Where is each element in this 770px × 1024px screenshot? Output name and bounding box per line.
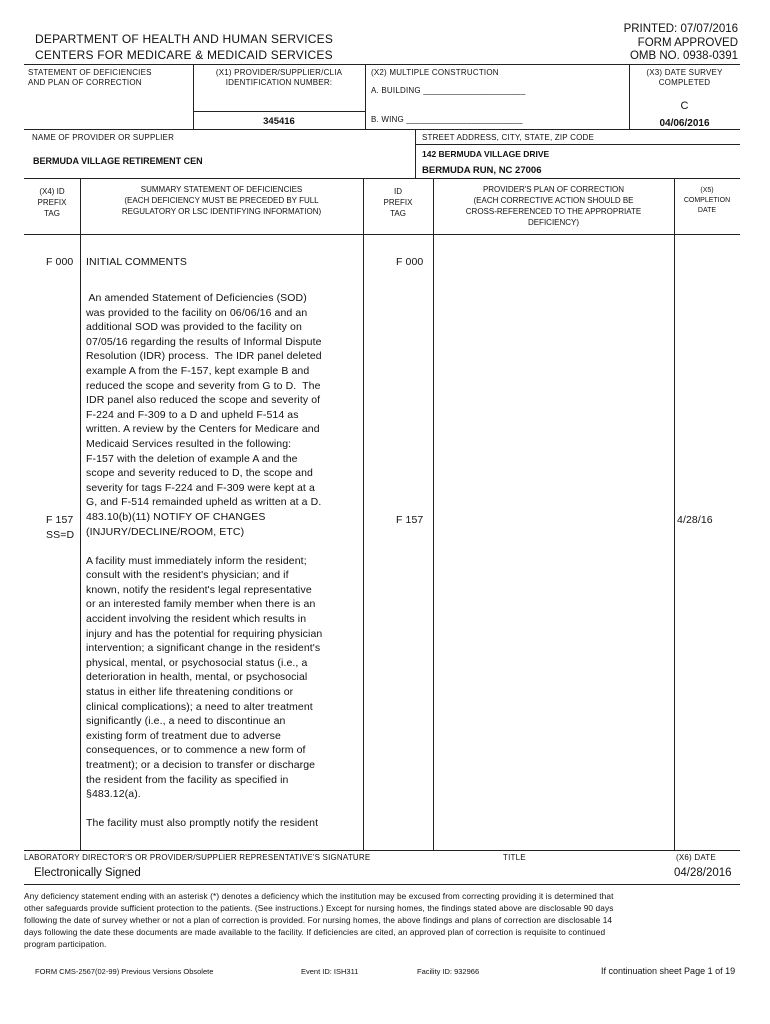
col-header-id: ID PREFIX TAG (383, 187, 413, 218)
narrative-line: the resident from the facility as specified in (86, 773, 289, 786)
narrative-line: 483.10(b)(11) NOTIFY OF CHANGES (86, 510, 266, 523)
col-header-plan: PROVIDER'S PLAN OF CORRECTION (EACH CORRECTIVE ACTION SHOULD BE CROSS-REFERENCED TO THE APPROPRIATE DEFICIENCY) (465, 185, 642, 227)
rule-column-header-bottom (24, 234, 740, 235)
narrative-line: injury and has the potential for requiring physician (86, 627, 323, 640)
footer-event: Event ID: ISH311 (301, 967, 359, 976)
signature-date: 04/28/2016 (674, 867, 732, 879)
provider-name: BERMUDA VILLAGE RETIREMENT CEN (33, 156, 203, 166)
f157-completion-date: 4/28/16 (677, 514, 713, 526)
x3-date: 04/06/2016 (659, 118, 710, 129)
narrative-line: additional SOD was provided to the facility on (86, 321, 302, 334)
narrative-line: F-157 with the deletion of example A and the (86, 452, 298, 465)
f157-right-tag: F 157 (396, 514, 424, 526)
narrative-line: Medicaid Services resulted in the following: (86, 437, 292, 450)
deficiency-narrative (86, 291, 362, 831)
narrative-line: accident involving the resident which results in (86, 613, 307, 626)
divider-col-summary (363, 178, 364, 850)
signature-label: LABORATORY DIRECTOR'S OR PROVIDER/SUPPLIER REPRESENTATIVE'S SIGNATURE (24, 853, 371, 862)
narrative-line: example A from the F-157, kept example B and (86, 364, 310, 377)
narrative-line: IDR panel also reduced the scope and severity of (86, 394, 321, 407)
narrative-line: deterioration in health, mental, or psychosocial (86, 671, 308, 684)
x3-letter: C (680, 100, 689, 112)
narrative-line: physical, mental, or psychosocial status (i.e., a (86, 656, 308, 669)
x1-label: (X1) PROVIDER/SUPPLIER/CLIA IDENTIFICATION NUMBER: (215, 68, 343, 87)
omb-number: OMB NO. 0938-0391 (629, 50, 738, 62)
rule-signature-bottom (24, 884, 740, 885)
narrative-line: treatment); or a decision to transfer or discharge (86, 759, 316, 771)
divider-col-x4 (80, 178, 81, 850)
narrative-line: clinical complications); a need to alter treatment (86, 700, 313, 713)
disclaimer-line: following the date of survey whether or not a plan of correction is provided. For nursing homes, the above findings and plans of correction are disclosable 14 (24, 915, 613, 925)
narrative-line: existing form of treatment due to adverse (86, 729, 281, 742)
agency-header (35, 31, 333, 63)
narrative-line (86, 802, 362, 817)
disclaimer-line: Any deficiency statement ending with an asterisk (*) denotes a deficiency which the institution may be excused from correcting providing it is determined that (24, 891, 614, 901)
x2-wing: B. WING _________________________ (371, 115, 523, 124)
narrative-line: or an interested family member when there is an (86, 598, 316, 611)
narrative-line: A facility must immediately inform the resident; (86, 554, 307, 567)
narrative-line: Resolution (IDR) process. The IDR panel deleted (86, 350, 322, 363)
rule-address-label (415, 144, 740, 145)
disclaimer (24, 890, 740, 950)
f000-title: INITIAL COMMENTS (86, 256, 187, 268)
address-line-2: BERMUDA RUN, NC 27006 (422, 165, 542, 176)
statement-label: STATEMENT OF DEFICIENCIES AND PLAN OF CORRECTION (28, 68, 152, 87)
rule-x1-inner (193, 111, 365, 112)
x2-label: (X2) MULTIPLE CONSTRUCTION (371, 68, 499, 77)
narrative-line: written. A review by the Centers for Medicare and (86, 423, 320, 436)
narrative-line: consequences, or to commence a new form of (86, 744, 306, 757)
narrative-line: significantly (i.e., a need to discontinue an (86, 715, 286, 728)
f157-tag: F 157 (46, 514, 74, 526)
disclaimer-line: other safeguards provide sufficient protection to the patients. (See instructions.) Except for nursing homes, the findings stated above are disclosable 90 days (24, 903, 614, 913)
printed-date: PRINTED: 07/07/2016 (623, 23, 738, 35)
divider-col-id (433, 178, 434, 850)
narrative-line: (INJURY/DECLINE/ROOM, ETC) (86, 525, 245, 538)
dept-line-2: CENTERS FOR MEDICARE & MEDICAID SERVICES (35, 48, 333, 62)
narrative-line: known, notify the resident's legal representative (86, 583, 312, 596)
date-label: (X6) DATE (676, 853, 716, 862)
narrative-line (86, 539, 362, 554)
col-header-summary: SUMMARY STATEMENT OF DEFICIENCIES (EACH DEFICIENCY MUST BE PRECEDED BY FULL REGULATORY OR LSC IDENTIFYING INFORMATION) (121, 185, 322, 216)
provider-name-label: NAME OF PROVIDER OR SUPPLIER (32, 133, 175, 142)
narrative-line: scope and severity reduced to D, the scope and (86, 467, 313, 480)
address-line-1: 142 BERMUDA VILLAGE DRIVE (422, 149, 550, 159)
divider-col-plan (674, 178, 675, 850)
rule-top-block-bottom (24, 129, 740, 130)
f000-right-tag: F 000 (396, 256, 424, 268)
narrative-line: severity for tags F-224 and F-309 were kept at a (86, 481, 315, 494)
narrative-line: F-224 and F-309 to a D and upheld F-514 as (86, 408, 299, 421)
address-label: STREET ADDRESS, CITY, STATE, ZIP CODE (422, 133, 595, 142)
narrative-line: was provided to the facility on 06/06/16 and an (86, 306, 308, 319)
x1-value: 345416 (263, 116, 295, 127)
form-approved: FORM APPROVED (637, 36, 738, 49)
narrative-line: G, and F-514 remainded upheld as written at a D. (86, 496, 322, 509)
narrative-line: consult with the resident's physician; and if (86, 569, 289, 582)
disclaimer-line: days following the date these documents are made available to the facility. If deficiencies are cited, an approved plan of correction is requisite to continued (24, 927, 606, 937)
narrative-line: An amended Statement of Deficiencies (SOD) (86, 292, 307, 304)
form-status-header (624, 23, 738, 64)
f000-tag: F 000 (46, 256, 74, 268)
footer-facility: Facility ID: 932966 (417, 967, 480, 976)
divider-x2 (365, 64, 366, 129)
rule-top (24, 64, 740, 65)
rule-signature-top (24, 850, 740, 851)
dept-line-1: DEPARTMENT OF HEALTH AND HUMAN SERVICES (35, 32, 334, 46)
narrative-line: §483.12(a). (86, 788, 141, 801)
x2-building: A. BUILDING ______________________ (371, 86, 526, 95)
col-header-x5: (X5) COMPLETION DATE (683, 187, 731, 214)
col-header-x4: (X4) ID PREFIX TAG (37, 187, 67, 218)
divider-provider (415, 129, 416, 178)
signature-value: Electronically Signed (34, 867, 141, 879)
rule-provider-bottom (24, 178, 740, 179)
narrative-line: status in either life threatening conditions or (86, 686, 294, 699)
title-label: TITLE (503, 853, 526, 862)
narrative-line: reduced the scope and severity from G to D. The (86, 379, 321, 392)
footer-continuation: If continuation sheet Page 1 of 19 (601, 966, 736, 976)
footer-form: FORM CMS-2567(02-99) Previous Versions Obsolete (35, 967, 214, 976)
narrative-line: 07/05/16 regarding the results of Informal Dispute (86, 335, 322, 348)
narrative-line: intervention; a significant change in the resident's (86, 642, 321, 655)
disclaimer-line: program participation. (24, 939, 107, 949)
f157-scope-severity: SS=D (46, 529, 75, 541)
narrative-line: The facility must also promptly notify the resident (86, 817, 319, 830)
x3-label: (X3) DATE SURVEY COMPLETED (646, 68, 723, 87)
